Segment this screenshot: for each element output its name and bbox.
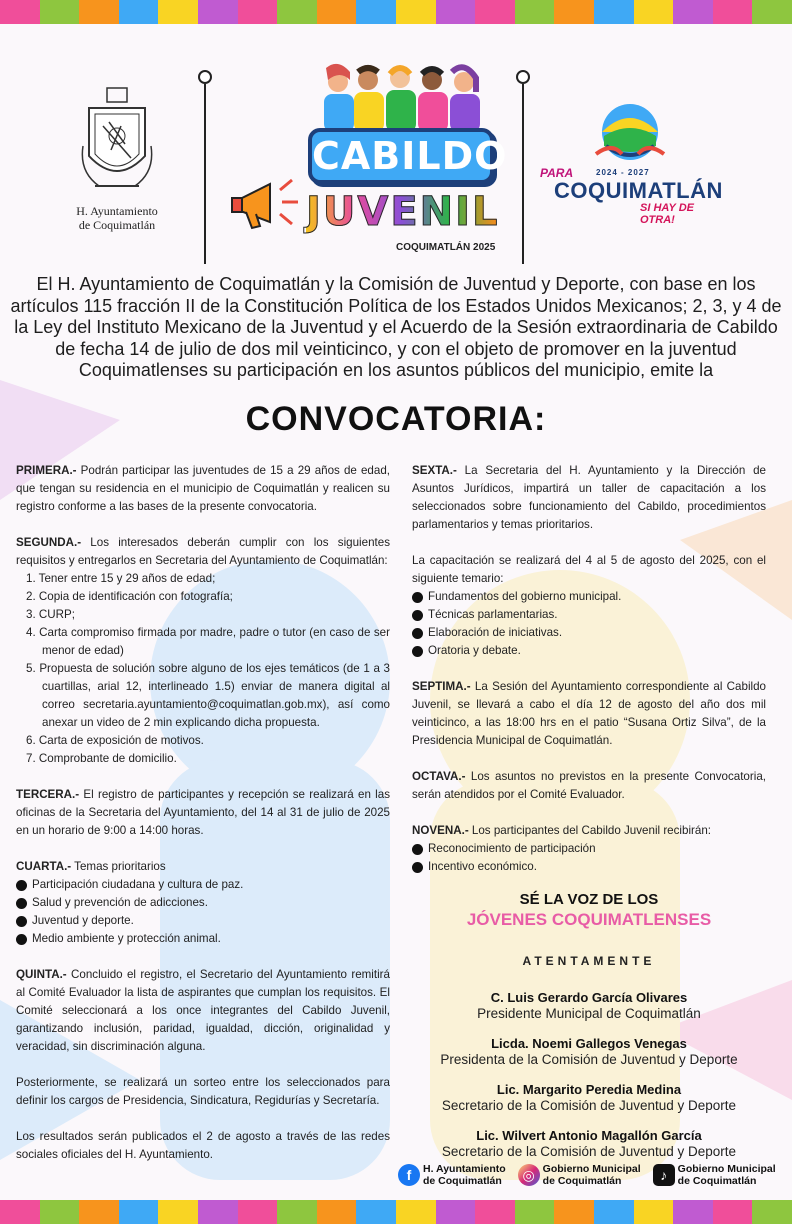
stripe-segment xyxy=(554,1200,594,1224)
list-item: 2. Copia de identificación con fotografía; xyxy=(26,590,233,603)
stripe-segment xyxy=(594,1200,634,1224)
social-line1: Gobierno Municipal xyxy=(542,1163,641,1175)
instagram-icon: ◎ xyxy=(518,1164,540,1186)
clause-label: SEXTA.- xyxy=(412,464,457,477)
slogan-block xyxy=(412,890,766,930)
clause-label: OCTAVA.- xyxy=(412,770,466,783)
stripe-segment xyxy=(79,1200,119,1224)
stripe-segment xyxy=(0,0,40,24)
clause-label: QUINTA.- xyxy=(16,968,67,981)
top-color-stripe xyxy=(0,0,792,24)
clause-label: NOVENA.- xyxy=(412,824,469,837)
stripe-segment xyxy=(436,1200,476,1224)
clause-text: Temas prioritarios xyxy=(71,860,166,873)
clause-segunda xyxy=(16,534,390,570)
municipal-seal xyxy=(62,86,172,232)
clause-quinta xyxy=(16,966,390,1056)
tiktok-icon: ♪ xyxy=(653,1164,675,1186)
coquimatlan-government-logo xyxy=(540,102,730,226)
social-line2: de Coquimatlán xyxy=(542,1175,622,1187)
clause-text: El registro de participantes y recepción se realizará en las oficinas de la Secretaria del Ayuntamiento, del 14 al 31 de julio de 2025 en un horario de 9:00 a 14:00 horas. xyxy=(16,788,390,837)
stripe-segment xyxy=(277,1200,317,1224)
clause-text: Los interesados deberán cumplir con los siguientes requisitos y entregarlos en Secretaria del Ayuntamiento de Coquimatlán: xyxy=(16,536,390,567)
list-item: Participación ciudadana y cultura de paz. xyxy=(16,876,390,894)
stripe-segment xyxy=(119,0,159,24)
signature-block xyxy=(412,1036,766,1068)
stripe-segment xyxy=(356,1200,396,1224)
atentamente-heading: ATENTAMENTE xyxy=(522,954,656,968)
hanging-pin-icon xyxy=(516,70,530,84)
clause-text: Podrán participar las juventudes de 15 a 29 años de edad, que tengan su residencia en el municipio de Coquimatlán y realicen su registro conforme a las bases de la presente convocatoria. xyxy=(16,464,390,513)
government-period: 2024 - 2027 xyxy=(596,168,650,177)
list-item: Reconocimiento de participación xyxy=(412,840,766,858)
priority-topics-list xyxy=(16,876,390,948)
stripe-segment xyxy=(317,0,357,24)
stripe-segment xyxy=(238,0,278,24)
list-item: Salud y prevención de adicciones. xyxy=(16,894,390,912)
benefits-list xyxy=(412,840,766,876)
facebook-link[interactable] xyxy=(398,1160,506,1190)
slogan-line1: SÉ LA VOZ DE LOS xyxy=(519,891,659,908)
clause-label: CUARTA.- xyxy=(16,860,72,873)
seal-caption-line1: H. Ayuntamiento xyxy=(76,204,158,218)
list-item: 6. Carta de exposición de motivos. xyxy=(26,734,204,747)
stripe-segment xyxy=(673,1200,713,1224)
government-slogan: SI HAY DE OTRA! xyxy=(640,202,694,226)
list-item: 5. Propuesta de solución sobre alguno de los ejes temáticos (de 1 a 3 cuartillas, arial 12, interlineado 1.5) enviar de manera digital al correo secretaria.ayuntamiento@coquimatlan.gob.mx), así como anexar un video de 2 min explicando dicha propuesta. xyxy=(26,662,390,729)
requirements-list xyxy=(16,570,390,768)
clause-label: SEGUNDA.- xyxy=(16,536,82,549)
stripe-segment xyxy=(396,1200,436,1224)
landscape-emblem-icon xyxy=(592,102,668,168)
stripe-segment xyxy=(0,1200,40,1224)
signatory-role: Presidenta de la Comisión de Juventud y Deporte xyxy=(440,1052,738,1067)
logo-para-text: PARA xyxy=(540,166,574,180)
logo-year: COQUIMATLÁN 2025 xyxy=(396,242,496,253)
stripe-segment xyxy=(436,0,476,24)
clause-text: La Sesión del Ayuntamiento correspondiente al Cabildo Juvenil, se llevará a cabo el día 12 de agosto del año dos mil veinticinco, a las 18:00 hrs en el patio “Susana Ortiz Silva”, de la Presidencia Municipal de Coquimatlán. xyxy=(412,680,766,747)
municipality-name: COQUIMATLÁN xyxy=(554,178,723,203)
stripe-segment xyxy=(198,1200,238,1224)
stripe-segment xyxy=(752,0,792,24)
list-item: 1. Tener entre 15 y 29 años de edad; xyxy=(26,572,216,585)
stripe-segment xyxy=(554,0,594,24)
megaphone-icon xyxy=(230,170,304,236)
social-media-links xyxy=(398,1160,788,1190)
clause-novena xyxy=(412,822,766,840)
signatory-role: Presidente Municipal de Coquimatlán xyxy=(477,1006,701,1021)
stripe-segment xyxy=(158,0,198,24)
stripe-segment xyxy=(277,0,317,24)
stripe-segment xyxy=(713,0,753,24)
stripe-segment xyxy=(673,0,713,24)
clause-text: Los participantes del Cabildo Juvenil recibirán: xyxy=(468,824,712,837)
stripe-segment xyxy=(752,1200,792,1224)
signatory-name: Lic. Wilvert Antonio Magallón García xyxy=(476,1128,702,1143)
list-item: Elaboración de iniciativas. xyxy=(412,624,766,642)
clause-text: Concluido el registro, el Secretario del Ayuntamiento remitirá al Comité Evaluador la lista de aspirantes que cumplan los requisitos. El Comité seleccionará a los once integrantes del Cabildo Juvenil, garantizando inclusión, paridad, igualdad, dicción, originalidad y veracidad, sin discriminación alguna. xyxy=(16,968,390,1053)
sexta-paragraph-2: La capacitación se realizará del 4 al 5 de agosto del 2025, con el siguiente temario: xyxy=(412,554,766,585)
right-column xyxy=(412,462,766,1160)
stripe-segment xyxy=(119,1200,159,1224)
bottom-color-stripe xyxy=(0,1200,792,1224)
coat-of-arms-icon xyxy=(79,86,155,198)
clause-label: PRIMERA.- xyxy=(16,464,77,477)
stripe-segment xyxy=(40,0,80,24)
stripe-segment xyxy=(198,0,238,24)
stripe-segment xyxy=(317,1200,357,1224)
stripe-segment xyxy=(238,1200,278,1224)
stripe-segment xyxy=(515,0,555,24)
left-column xyxy=(16,462,390,1164)
stripe-segment xyxy=(634,0,674,24)
list-item: Técnicas parlamentarias. xyxy=(412,606,766,624)
quinta-paragraph-3: Los resultados serán publicados el 2 de agosto a través de las redes sociales oficiales del H. Ayuntamiento. xyxy=(16,1130,390,1161)
stripe-segment xyxy=(79,0,119,24)
training-topics-list xyxy=(412,588,766,660)
signatory-role: Secretario de la Comisión de Juventud y Deporte xyxy=(441,1098,737,1113)
list-item: 3. CURP; xyxy=(26,608,75,621)
facebook-icon: f xyxy=(398,1164,420,1186)
clause-octava xyxy=(412,768,766,804)
social-line1: H. Ayuntamiento xyxy=(423,1163,506,1175)
signatory-name: Lic. Margarito Peredia Medina xyxy=(496,1082,682,1097)
cabildo-logo-title: CABILDO xyxy=(308,128,494,184)
social-line2: de Coquimatlán xyxy=(677,1175,757,1187)
clause-label: SEPTIMA.- xyxy=(412,680,471,693)
intro-paragraph: El H. Ayuntamiento de Coquimatlán y la Comisión de Juventud y Deporte, con base en los artículos 115 fracción II de la Constitución Política de los Estados Unidos Mexicanos; 2, 3, y 4 de la Ley del Instituto Mexicano de la Juventud y el Acuerdo de la Sesión extraordinaria de Cabildo de fecha 14 de julio de dos mil veinticinco, y con el objeto de promover en la juventud Coquimatlenses su participación en los asuntos públicos del municipio, emite la xyxy=(10,274,782,380)
juvenil-logo-subtitle: JUVENIL xyxy=(306,186,496,238)
signatory-name: Licda. Noemi Gallegos Venegas xyxy=(491,1036,687,1051)
list-item: Incentivo económico. xyxy=(412,858,766,876)
stripe-segment xyxy=(356,0,396,24)
stripe-segment xyxy=(634,1200,674,1224)
clause-label: TERCERA.- xyxy=(16,788,80,801)
signatory-role: Secretario de la Comisión de Juventud y Deporte xyxy=(441,1144,737,1159)
social-line2: de Coquimatlán xyxy=(423,1175,502,1187)
clause-cuarta xyxy=(16,858,390,876)
instagram-link[interactable] xyxy=(518,1160,641,1190)
stripe-segment xyxy=(515,1200,555,1224)
clause-septima xyxy=(412,678,766,750)
social-line1: Gobierno Municipal xyxy=(677,1163,776,1175)
clause-tercera xyxy=(16,786,390,840)
stripe-segment xyxy=(594,0,634,24)
signature-block xyxy=(412,1082,766,1114)
signature-block xyxy=(412,990,766,1022)
slogan-line2: JÓVENES COQUIMATLENSES xyxy=(466,910,712,929)
stripe-segment xyxy=(396,0,436,24)
hanging-cord xyxy=(522,84,524,264)
page-title: CONVOCATORIA: xyxy=(245,400,547,438)
stripe-segment xyxy=(158,1200,198,1224)
list-item: Juventud y deporte. xyxy=(16,912,390,930)
cabildo-juvenil-logo xyxy=(196,62,536,272)
list-item: Medio ambiente y protección animal. xyxy=(16,930,390,948)
quinta-paragraph-2: Posteriormente, se realizará un sorteo entre los seleccionados para definir los cargos de Presidencia, Sindicatura, Regidurías y Secretaría. xyxy=(16,1076,390,1107)
clause-text: La Secretaria del H. Ayuntamiento y la Dirección de Asuntos Jurídicos, impartirá un taller de capacitación a los seleccionados sobre funcionamiento del Cabildo, procedimientos parlamentarios y temas prioritarios. xyxy=(412,464,766,531)
stripe-segment xyxy=(713,1200,753,1224)
stripe-segment xyxy=(475,1200,515,1224)
stripe-segment xyxy=(40,1200,80,1224)
clause-sexta xyxy=(412,462,766,534)
list-item: 4. Carta compromiso firmada por madre, padre o tutor (en caso de ser menor de edad) xyxy=(26,626,390,657)
clause-text: Los asuntos no previstos en la presente Convocatoria, serán atendidos por el Comité Evaluador. xyxy=(412,770,766,801)
hanging-cord xyxy=(204,84,206,264)
stripe-segment xyxy=(475,0,515,24)
hanging-pin-icon xyxy=(198,70,212,84)
signatory-name: C. Luis Gerardo García Olivares xyxy=(490,990,688,1005)
seal-caption-line2: de Coquimatlán xyxy=(78,218,156,232)
list-item: Oratoria y debate. xyxy=(412,642,766,660)
signature-block xyxy=(412,1128,766,1160)
list-item: 7. Comprobante de domicilio. xyxy=(26,752,177,765)
header xyxy=(0,62,792,272)
tiktok-link[interactable] xyxy=(653,1160,776,1190)
youth-group-icon xyxy=(316,62,486,132)
list-item: Fundamentos del gobierno municipal. xyxy=(412,588,766,606)
clause-primera xyxy=(16,462,390,516)
